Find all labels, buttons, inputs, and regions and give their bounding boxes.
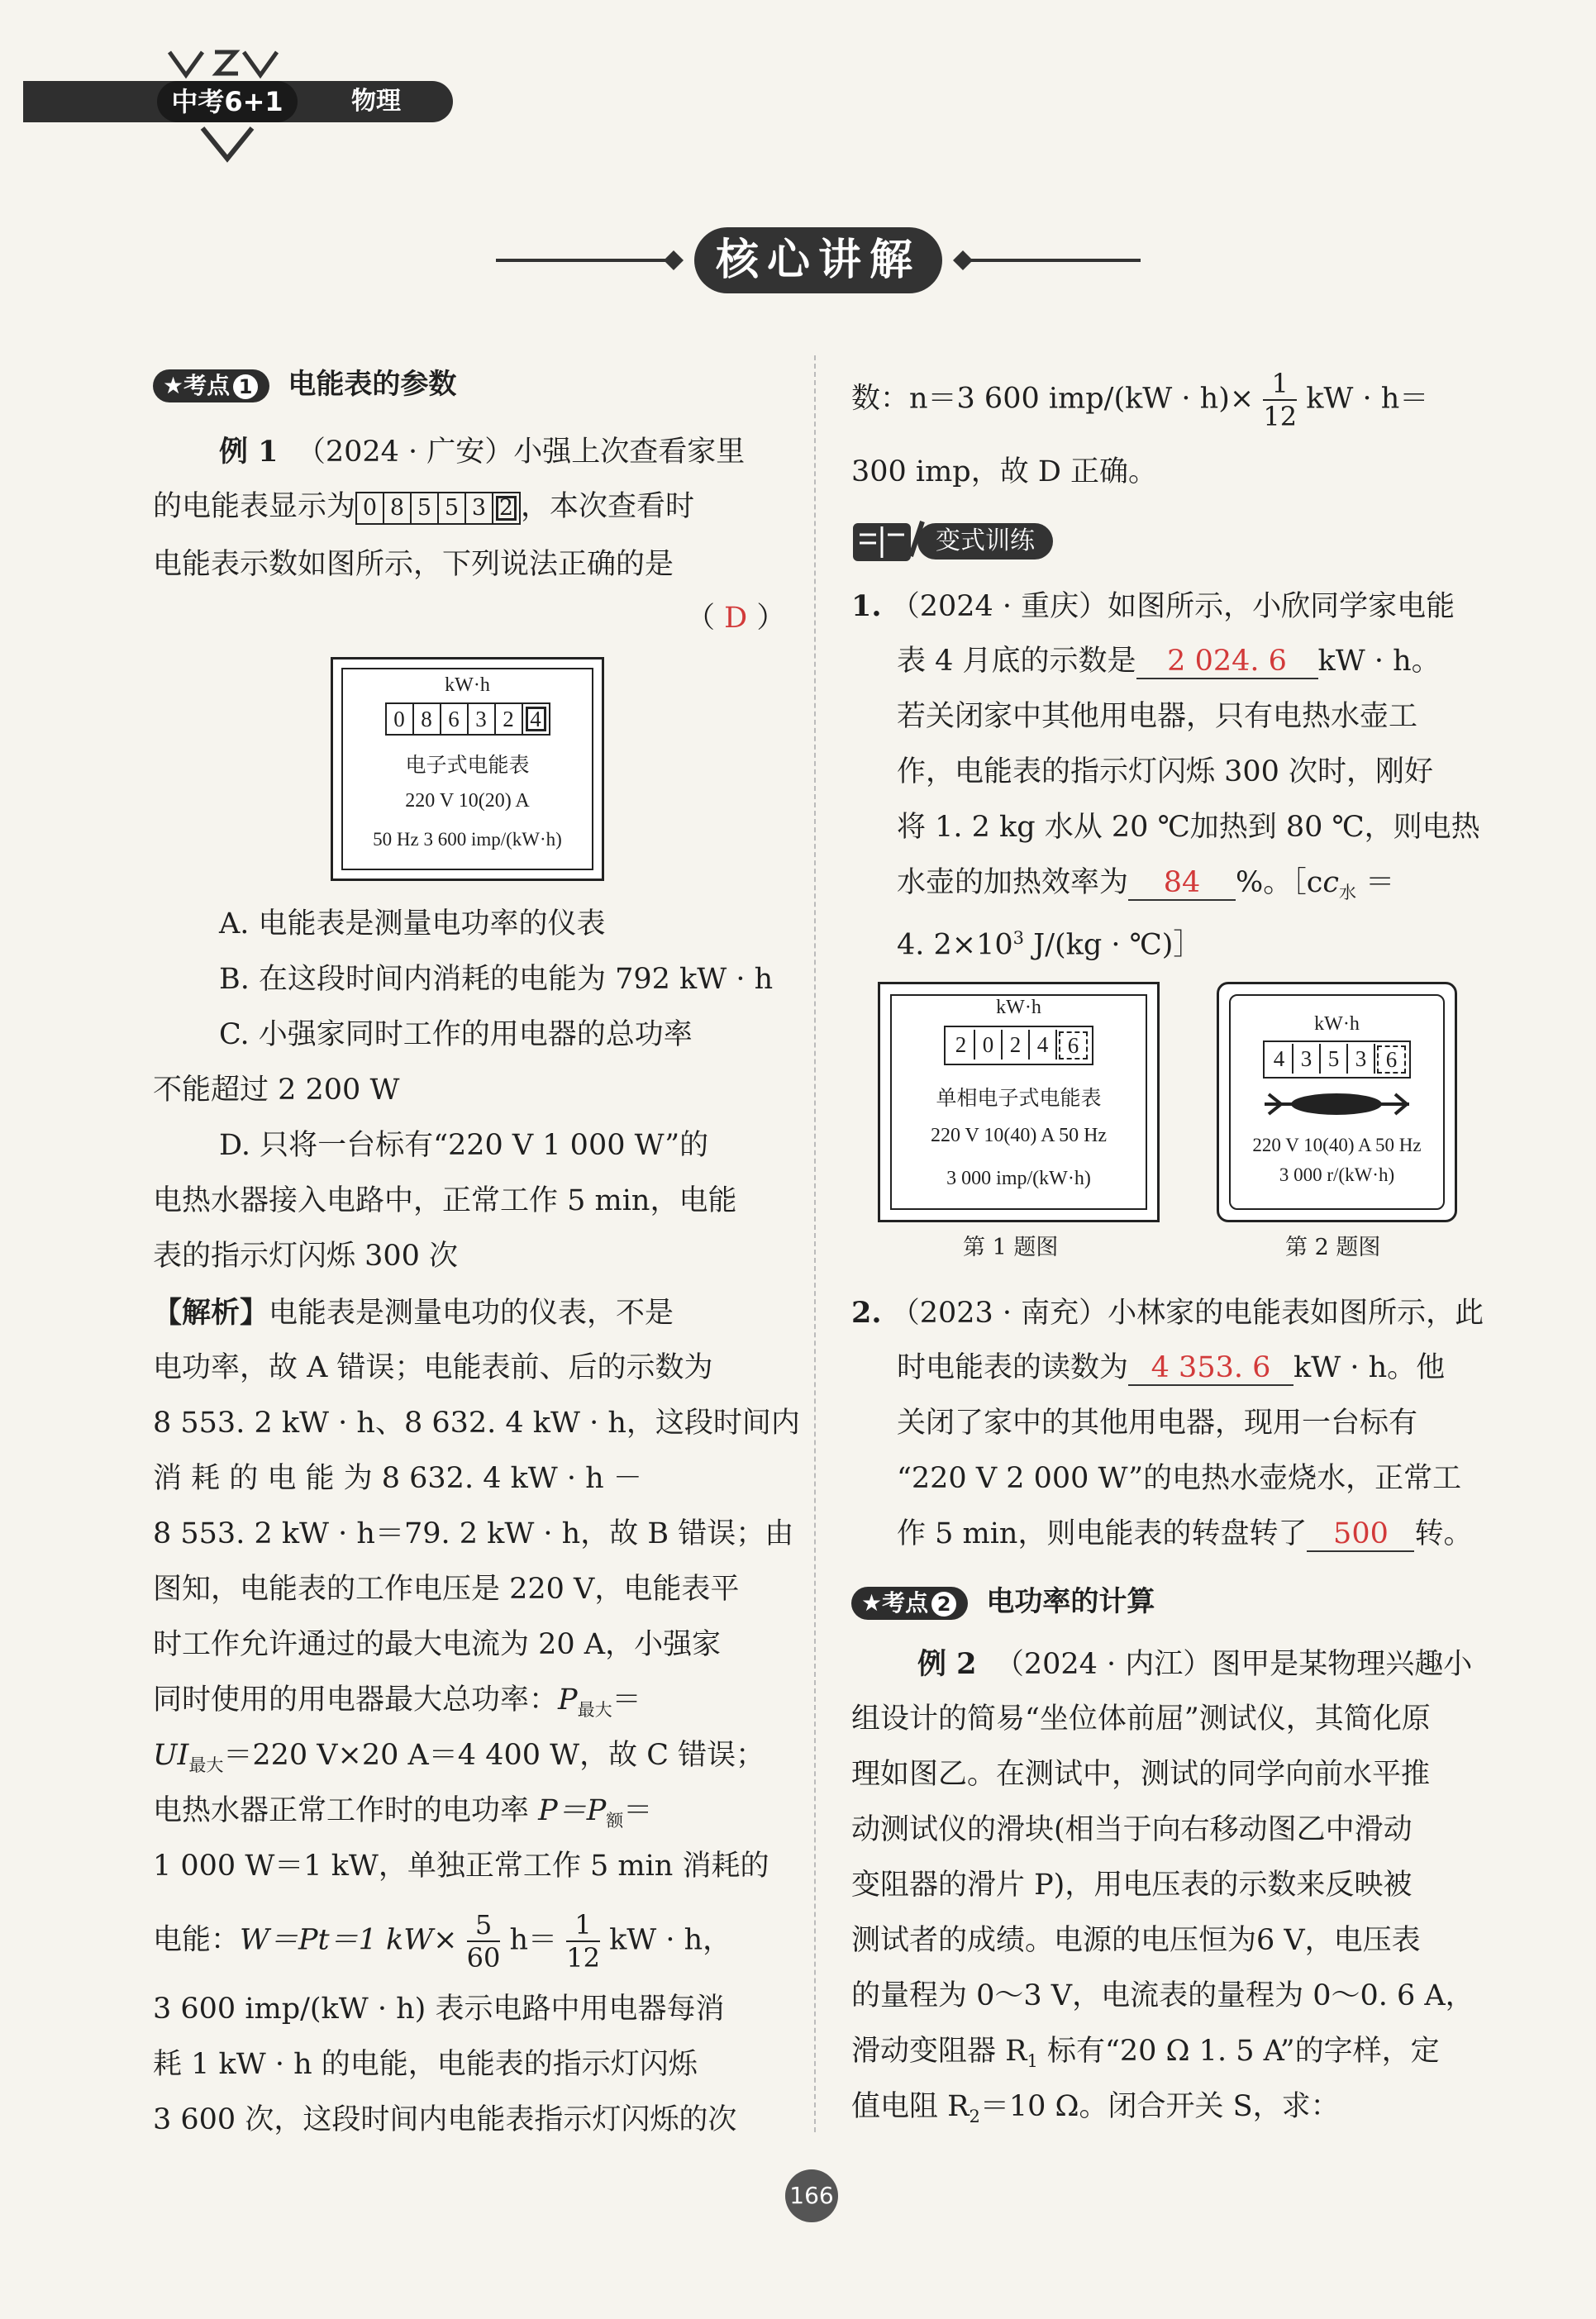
ex2-line2: 组设计的简易“坐位体前屈”测试仪，其简化原 xyxy=(851,1702,1431,1736)
ex2-line7: 的量程为 0～3 V，电流表的量程为 0～0. 6 A， xyxy=(851,1979,1475,2012)
meter1-name: 单相电子式电能表 xyxy=(936,1088,1102,1110)
q2-line3: 关闭了家中的其他用电器，现用一台标有 xyxy=(897,1407,1418,1440)
analysis-line2: 8 553. 2 kW · h、8 632. 4 kW · h，这段时间内 xyxy=(153,1407,800,1440)
q1-line2: 表 4 月底的示数是 2 024. 6 kW · h。 xyxy=(897,645,1441,678)
analysis-line6: 时工作允许通过的最大电流为 20 A，小强家 xyxy=(153,1628,722,1661)
q2-line4: “220 V 2 000 W”的电热水壶烧水，正常工 xyxy=(897,1462,1462,1495)
variant-label: 变式训练 xyxy=(917,523,1053,560)
ex1-option-c1: C. 小强家同时工作的用电器的总功率 xyxy=(219,1018,693,1051)
ex1-line1: 例 1 （2024 · 广安）小强上次查看家里 xyxy=(219,435,746,469)
topic1-tag: ★考点 1 xyxy=(153,369,269,402)
ex1-meter-figure xyxy=(331,657,604,881)
analysis-line13: 耗 1 kW · h 的电能，电能表的指示灯闪烁 xyxy=(153,2048,698,2081)
q1-answer1: 2 024. 6 xyxy=(1167,645,1287,678)
q1-line1: 1. （2024 · 重庆）如图所示，小欣同学家电能 xyxy=(851,589,1455,623)
analysis-line12: 3 600 imp/(kW · h) 表示电路中用电器每消 xyxy=(153,1993,725,2026)
analysis-line4: 8 553. 2 kW · h＝79. 2 kW · h，故 B 错误；由 xyxy=(153,1517,794,1550)
variant-heading xyxy=(851,517,1053,566)
analysis-line11: 电能：W＝Pt＝1 kW× $\frac{5}{60}$ h＝ $\frac{1}{12}$ kW · h， xyxy=(153,1909,732,1974)
analysis-line5: 图知，电能表的工作电压是 220 V，电能表平 xyxy=(153,1573,740,1606)
page-number: 166 xyxy=(785,2169,838,2222)
meter2-caption: 第 2 题图 xyxy=(1285,1235,1381,1260)
ex1-inline-digits: 0 8 5 5 3 2 xyxy=(355,492,521,525)
star-icon: ★ xyxy=(861,1589,883,1617)
ex2-line1: 例 2 （2024 · 内江）图甲是某物理兴趣小 xyxy=(917,1647,1473,1681)
q2-meter-figure xyxy=(1217,982,1457,1222)
topic1-title: 电能表的参数 xyxy=(288,368,457,401)
banner-left-deco-icon xyxy=(496,248,686,273)
ex2-line3: 理如图乙。在测试中，测试的同学向前水平推 xyxy=(851,1758,1431,1791)
header-brand: 中考6+1 xyxy=(157,81,298,122)
ex2-line5: 变阻器的滑片 P)，用电压表的示数来反映被 xyxy=(851,1869,1413,1902)
topic2-title: 电功率的计算 xyxy=(986,1585,1155,1618)
meter1-unit: kW·h xyxy=(996,997,1041,1018)
q1-line5: 将 1. 2 kg 水从 20 ℃加热到 80 ℃，则电热 xyxy=(897,811,1480,844)
header-chevron-icon xyxy=(198,124,256,165)
q1-line3: 若关闭家中其他用电器，只有电热水壶工 xyxy=(897,700,1418,733)
meter2-digits: 4 3 5 3 6 xyxy=(1263,1040,1411,1079)
star-icon: ★ xyxy=(163,372,184,399)
ex2-line8: 滑动变阻器 $R_1$ 标有“20 Ω 1. 5 A”的字样，定 xyxy=(851,2035,1440,2071)
analysis-line9: 电热水器正常工作时的电功率 $P=P_额=$ xyxy=(153,1794,653,1831)
section-title: 核心讲解 xyxy=(694,227,942,293)
analysis-line3: 消 耗 的 电 能 为 8 632. 4 kW · h － xyxy=(153,1462,642,1495)
analysis-line1: 电功率，故 A 错误；电能表前、后的示数为 xyxy=(153,1351,713,1384)
meter2-spec1: 220 V 10(40) A 50 Hz xyxy=(1252,1135,1422,1155)
ex1-meter-digits: 0 8 6 3 2 4 xyxy=(385,702,550,736)
turntable-icon xyxy=(1265,1088,1409,1121)
topic1-heading xyxy=(153,357,456,413)
ex1-option-d3: 表的指示灯闪烁 300 次 xyxy=(153,1240,459,1273)
q2-answer1: 4 353. 6 xyxy=(1151,1351,1271,1384)
right-line1: 数：n＝3 600 imp/(kW · h)× $\frac{1}{12}$ kW · h＝ xyxy=(851,368,1429,432)
q2-line2: 时电能表的读数为 4 353. 6 kW · h。他 xyxy=(897,1351,1446,1384)
analysis-line8: $UI_{最大}=220$ V×20 A＝4 400 W，故 C 错误； xyxy=(153,1739,765,1775)
ex2-line9: 值电阻 $R_2=10$ Ω。闭合开关 S，求： xyxy=(851,2090,1340,2126)
ex1-option-b: B. 在这段时间内消耗的电能为 792 kW · h xyxy=(219,963,774,996)
ex1-line2: 的电能表显示为 0 8 5 5 3 2 ，本次查看时 xyxy=(153,490,695,523)
topic2-tag: ★考点 2 xyxy=(851,1587,968,1620)
meter-name: 电子式电能表 xyxy=(405,755,530,777)
analysis-line7: 同时使用的用电器最大总功率：$P_{最大}=$ xyxy=(153,1683,641,1720)
q2-answer2: 500 xyxy=(1333,1517,1389,1550)
ex2-line6: 测试者的成绩。电源的电压恒为6 V，电压表 xyxy=(851,1924,1421,1957)
banner-right-deco-icon xyxy=(950,248,1141,273)
header-subject: 物理 xyxy=(351,87,401,116)
ex1-option-c2: 不能超过 2 200 W xyxy=(153,1074,400,1107)
meter1-spec1: 220 V 10(40) A 50 Hz xyxy=(930,1125,1108,1146)
ex1-answer: （ D ） xyxy=(686,602,786,635)
ex1-option-a: A. 电能表是测量电功率的仪表 xyxy=(219,907,606,940)
meter2-unit: kW·h xyxy=(1314,1013,1360,1035)
meter1-digits: 2 0 2 4 6 xyxy=(944,1026,1093,1065)
meter1-spec2: 3 000 imp/(kW·h) xyxy=(946,1168,1091,1189)
ex1-line3: 电能表示数如图所示，下列说法正确的是 xyxy=(153,548,674,581)
q2-line1: 2. （2023 · 南充）小林家的电能表如图所示，此 xyxy=(851,1296,1484,1330)
analysis-line0: 【解析】电能表是测量电功的仪表，不是 xyxy=(153,1296,674,1330)
book-pencil-icon xyxy=(851,517,926,566)
q1-meter-figure xyxy=(878,982,1160,1222)
meter-spec2: 50 Hz 3 600 imp/(kW·h) xyxy=(373,829,562,850)
q2-line5: 作 5 min，则电能表的转盘转了 500 转。 xyxy=(897,1517,1473,1550)
meter-unit: kW·h xyxy=(445,674,490,696)
column-divider xyxy=(814,355,816,2132)
meter-spec1: 220 V 10(20) A xyxy=(405,790,530,812)
analysis-line10: 1 000 W＝1 kW，单独正常工作 5 min 消耗的 xyxy=(153,1850,769,1883)
ex2-line4: 动测试仪的滑块(相当于向右移动图乙中滑动 xyxy=(851,1813,1413,1846)
topic2-heading xyxy=(851,1574,1155,1631)
q1-line4: 作，电能表的指示灯闪烁 300 次时，刚好 xyxy=(897,755,1434,788)
meter1-caption: 第 1 题图 xyxy=(963,1235,1059,1260)
q1-line6: 水壶的加热效率为 84 %。$[cc_水$ ＝ xyxy=(897,866,1395,902)
right-line2: 300 imp，故 D 正确。 xyxy=(851,455,1158,488)
ex1-option-d2: 电热水器接入电路中，正常工作 5 min，电能 xyxy=(153,1184,737,1217)
meter2-spec2: 3 000 r/(kW·h) xyxy=(1279,1164,1395,1185)
q1-answer2: 84 xyxy=(1163,866,1201,899)
q1-line7: 4. $2\times 10^3$ J/(kg · ℃)］ xyxy=(897,928,1203,962)
header-logo-icon xyxy=(165,45,281,80)
ex1-option-d1: D. 只将一台标有“220 V 1 000 W”的 xyxy=(219,1129,709,1162)
analysis-line14: 3 600 次，这段时间内电能表指示灯闪烁的次 xyxy=(153,2103,737,2136)
